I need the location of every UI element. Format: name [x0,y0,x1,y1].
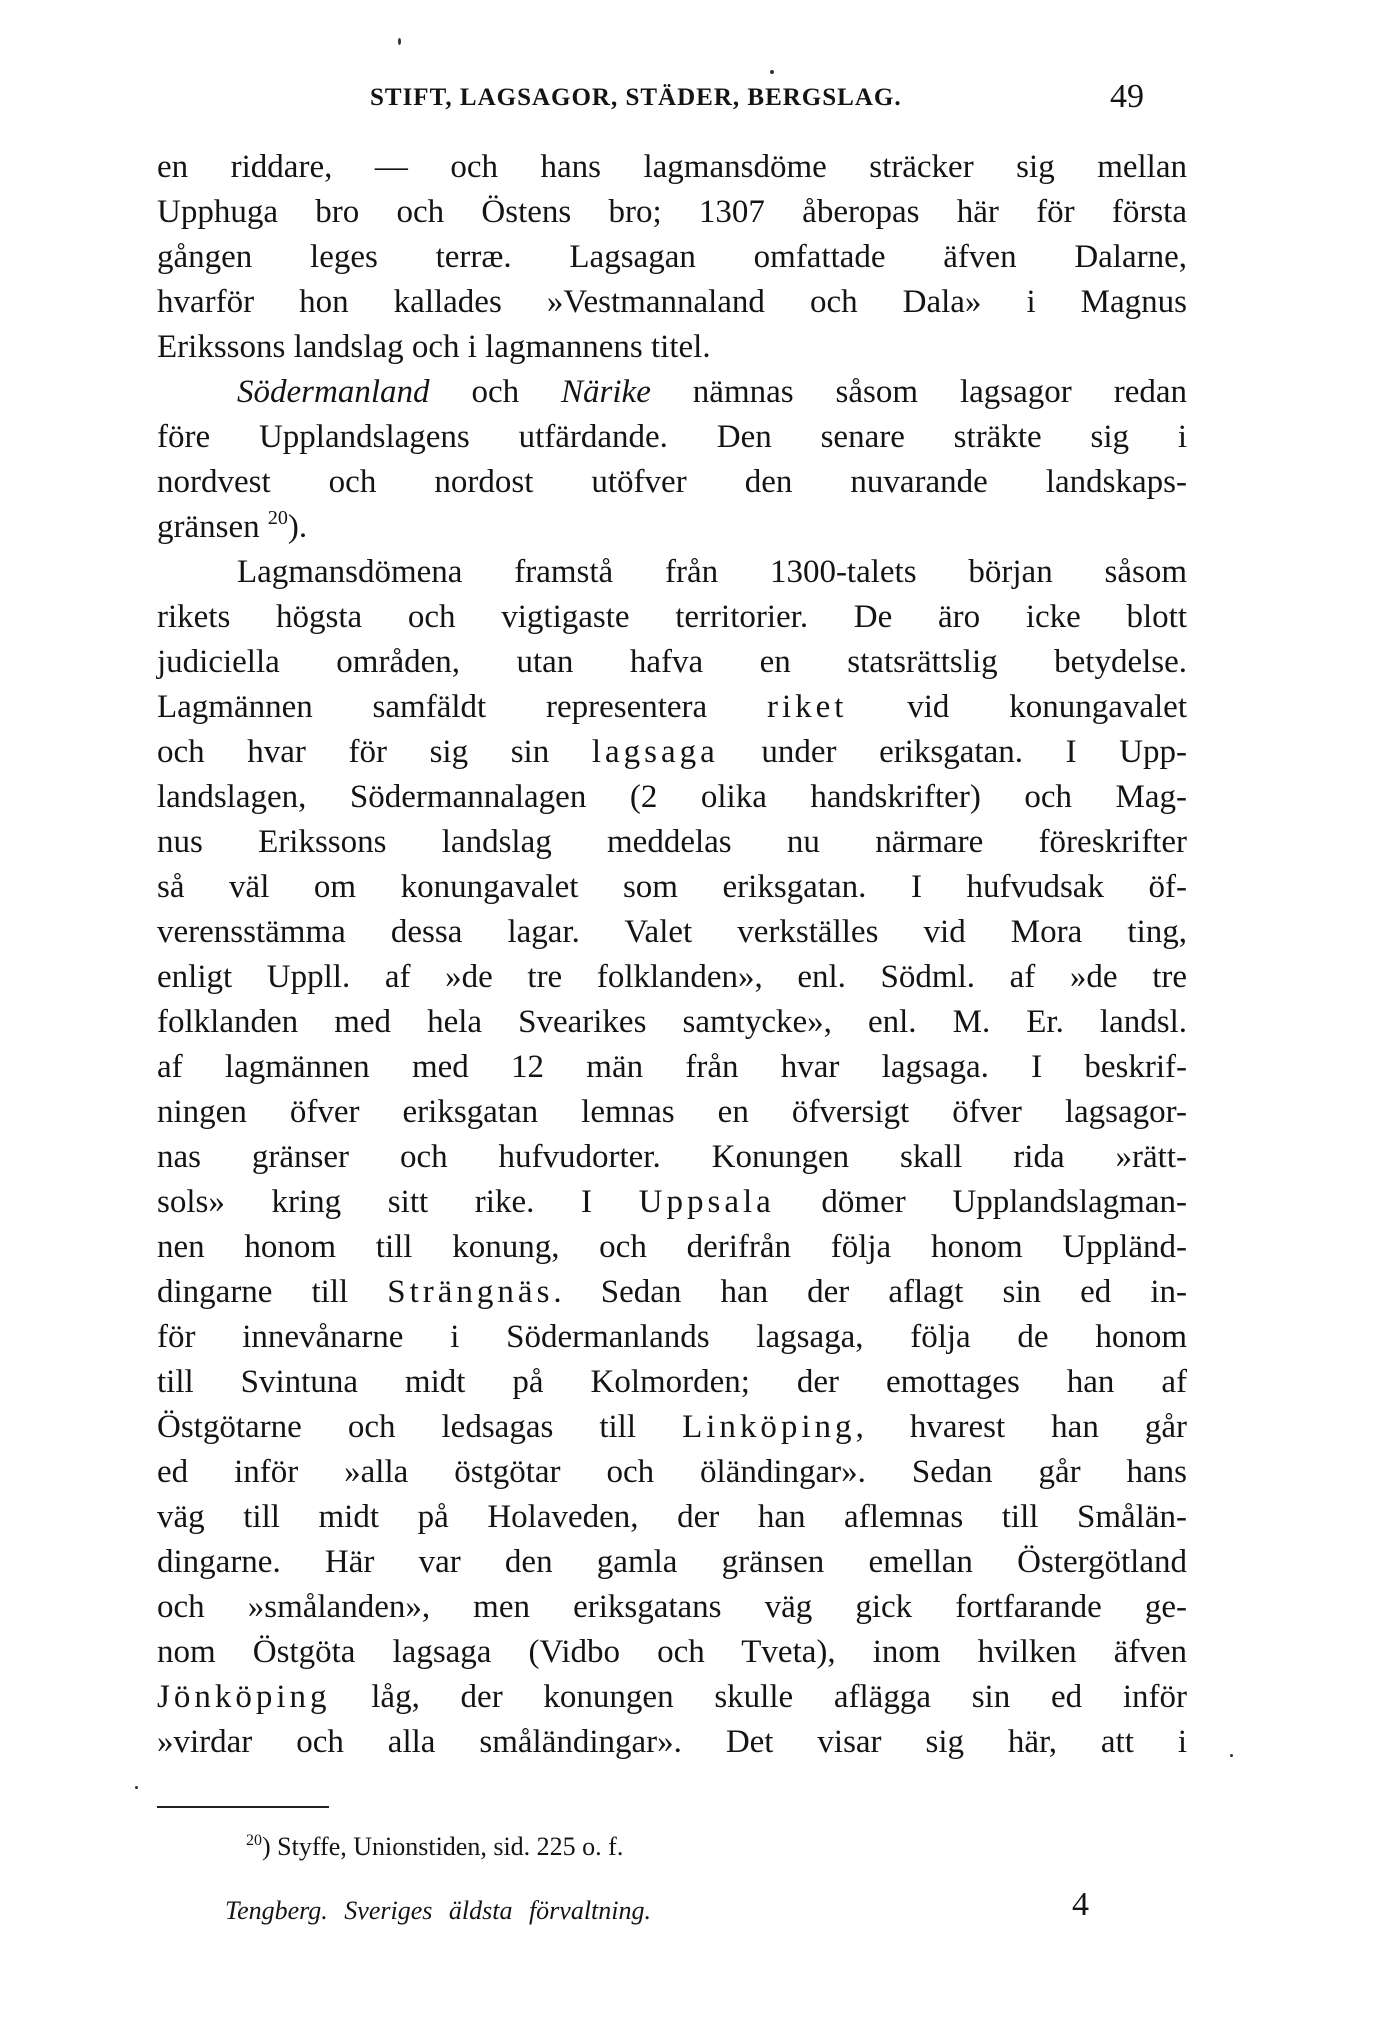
text-line: Upphuga bro och Östens bro; 1307 åberopas här för första [157,194,1187,230]
text-fragment: låg, der konungen skulle aflägga sin ed inför [330,1679,1187,1715]
text-line: nus Erikssons landslag meddelas nu närmare föreskrifter [157,824,1187,860]
text-line: en riddare, — och hans lagmansdöme sträcker sig mellan [157,149,1187,185]
italic-term: Södermanland [237,374,430,410]
text-line: nen honom till konung, och derifrån följa honom Uppländ- [157,1229,1187,1265]
text-fragment: gränsen [157,509,268,545]
spaced-term: Jönköping [157,1679,331,1715]
text-line: gången leges terræ. Lagsagan omfattade äfven Dalarne, [157,239,1187,275]
footnote-marker: 20 [246,1832,262,1849]
spaced-term: lagsaga [591,734,719,770]
spaced-term: Strängnäs [387,1274,554,1310]
footnote [246,1832,623,1862]
spaced-term: riket [766,689,848,725]
text-fragment: ). [287,509,308,545]
text-line: verensstämma dessa lagar. Valet verkställes vid Mora ting, [157,914,1187,950]
text-fragment: nämnas såsom lagsagor redan [650,374,1187,410]
text-line: nom Östgöta lagsaga (Vidbo och Tveta), inom hvilken äfven [157,1634,1187,1670]
scan-speck [770,70,774,74]
footnote-divider [157,1806,329,1808]
text-line: nas gränser och hufvudorter. Konungen skall rida »rätt- [157,1139,1187,1175]
text-line: af lagmännen med 12 män från hvar lagsaga. I beskrif- [157,1049,1187,1085]
running-head: STIFT, LAGSAGOR, STÄDER, BERGSLAG. [370,84,902,111]
text-line: hvarför hon kallades »Vestmannaland och Dala» i Magnus [157,284,1187,320]
text-line: ningen öfver eriksgatan lemnas en öfversigt öfver lagsagor- [157,1094,1187,1130]
printer-signature-line: Tengberg. Sveriges äldsta förvaltning. [225,1896,652,1925]
text-line: Lagmansdömena framstå från 1300-talets början såsom [237,554,1187,590]
scan-speck [1230,1754,1233,1757]
scan-speck [135,1786,138,1789]
text-line [157,505,1187,550]
spaced-term: Uppsala [638,1184,775,1220]
text-line: »virdar och alla småländingar». Det visar sig här, att i [157,1724,1187,1760]
text-line: enligt Uppll. af »de tre folklanden», enl. Södml. af »de tre [157,959,1187,995]
footnote-text: ) Styffe, Unionstiden, sid. 225 o. f. [262,1832,624,1861]
italic-term: Närike [561,374,651,410]
body-text [157,145,1187,1765]
text-line [157,1180,1187,1225]
text-fragment: vid konungavalet [847,689,1187,725]
scan-speck [398,38,401,45]
text-line: ed inför »alla östgötar och öländingar». Sedan går hans [157,1454,1187,1490]
text-fragment: Östgötarne och ledsagas till [157,1409,683,1445]
text-line: och »smålanden», men eriksgatans väg gick fortfarande ge- [157,1589,1187,1625]
text-line: nordvest och nordost utöfver den nuvarande landskaps- [157,464,1187,500]
footnote-reference: 20 [267,507,288,529]
text-fragment: dömer Upplandslagman- [774,1184,1187,1220]
text-fragment: och [429,374,562,410]
text-line: så väl om konungavalet som eriksgatan. I hufvudsak öf- [157,869,1187,905]
text-line [157,730,1187,775]
text-line: folklanden med hela Svearikes samtycke», enl. M. Er. landsl. [157,1004,1187,1040]
text-fragment: Lagmännen samfäldt representera [157,689,767,725]
text-fragment: , hvarest han går [855,1409,1187,1445]
signature-mark: 4 [1072,1886,1089,1923]
spaced-term: Linköping [682,1409,856,1445]
text-line: före Upplandslagens utfärdande. Den senare sträkte sig i [157,419,1187,455]
text-line [157,685,1187,730]
text-line: rikets högsta och vigtigaste territorier. De äro icke blott [157,599,1187,635]
text-fragment: och hvar för sig sin [157,734,592,770]
text-line [157,370,1187,415]
text-line: dingarne. Här var den gamla gränsen emellan Östergötland [157,1544,1187,1580]
text-line: judiciella områden, utan hafva en statsrättslig betydelse. [157,644,1187,680]
text-line [157,1405,1187,1450]
text-line: till Svintuna midt på Kolmorden; der emottages han af [157,1364,1187,1400]
text-line [157,1270,1187,1315]
text-line: väg till midt på Holaveden, der han aflemnas till Smålän- [157,1499,1187,1535]
text-line: landslagen, Södermannalagen (2 olika handskrifter) och Mag- [157,779,1187,815]
text-fragment: under eriksgatan. I Upp- [718,734,1187,770]
text-fragment: dingarne till [157,1274,388,1310]
text-line: för innevånarne i Södermanlands lagsaga, följa de honom [157,1319,1187,1355]
page-number: 49 [1110,78,1144,115]
text-fragment: sols» kring sitt rike. I [157,1184,639,1220]
text-line [157,1675,1187,1720]
text-fragment: . Sedan han der aflagt sin ed in- [553,1274,1187,1310]
text-line: Erikssons landslag och i lagmannens titel. [157,329,711,365]
